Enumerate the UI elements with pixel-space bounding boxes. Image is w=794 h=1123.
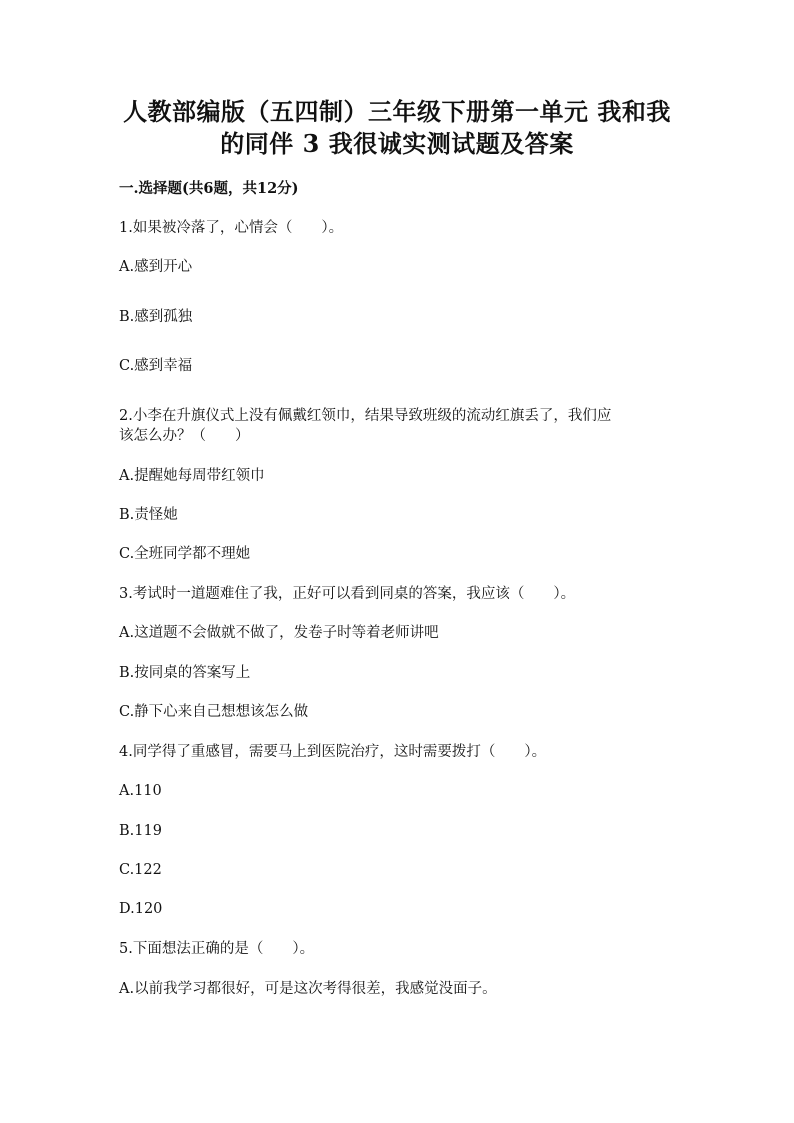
question-2-option-b: B.责怪她 <box>119 507 178 523</box>
question-2-option-a: A.提醒她每周带红领巾 <box>119 468 265 484</box>
question-5-stem: 5.下面想法正确的是（ ）。 <box>119 941 315 957</box>
question-4-option-c: C.122 <box>119 862 162 878</box>
question-1-stem: 1.如果被冷落了，心情会（ ）。 <box>119 220 344 236</box>
question-3-option-b: B.按同桌的答案写上 <box>119 665 251 681</box>
question-2-stem-line-1: 2.小李在升旗仪式上没有佩戴红领巾，结果导致班级的流动红旗丢了，我们应 <box>119 408 612 424</box>
question-3-option-a: A.这道题不会做就不做了，发卷子时等着老师讲吧 <box>119 625 439 641</box>
section-heading: 一.选择题(共6题，共12分) <box>119 180 299 197</box>
question-3-stem: 3.考试时一道题难住了我，正好可以看到同桌的答案，我应该（ ）。 <box>119 586 576 602</box>
question-4-stem: 4.同学得了重感冒，需要马上到医院治疗，这时需要拨打（ ）。 <box>119 744 547 760</box>
question-4-option-b: B.119 <box>119 823 162 839</box>
question-3-option-c: C.静下心来自己想想该怎么做 <box>119 704 309 720</box>
question-5-option-a: A.以前我学习都很好，可是这次考得很差，我感觉没面子。 <box>119 981 497 997</box>
question-1-option-c: C.感到幸福 <box>119 358 193 374</box>
question-4-option-d: D.120 <box>119 901 163 917</box>
question-1-option-b: B.感到孤独 <box>119 309 193 325</box>
question-1-option-a: A.感到开心 <box>119 259 193 275</box>
document-title-line-2: 的同伴 3 我很诚实测试题及答案 <box>220 129 574 158</box>
document-title-line-1: 人教部编版（五四制）三年级下册第一单元 我和我 <box>123 97 671 126</box>
question-2-option-c: C.全班同学都不理她 <box>119 546 251 562</box>
question-4-option-a: A.110 <box>119 783 162 799</box>
question-2-stem-line-2: 该怎么办？（ ） <box>119 428 250 444</box>
